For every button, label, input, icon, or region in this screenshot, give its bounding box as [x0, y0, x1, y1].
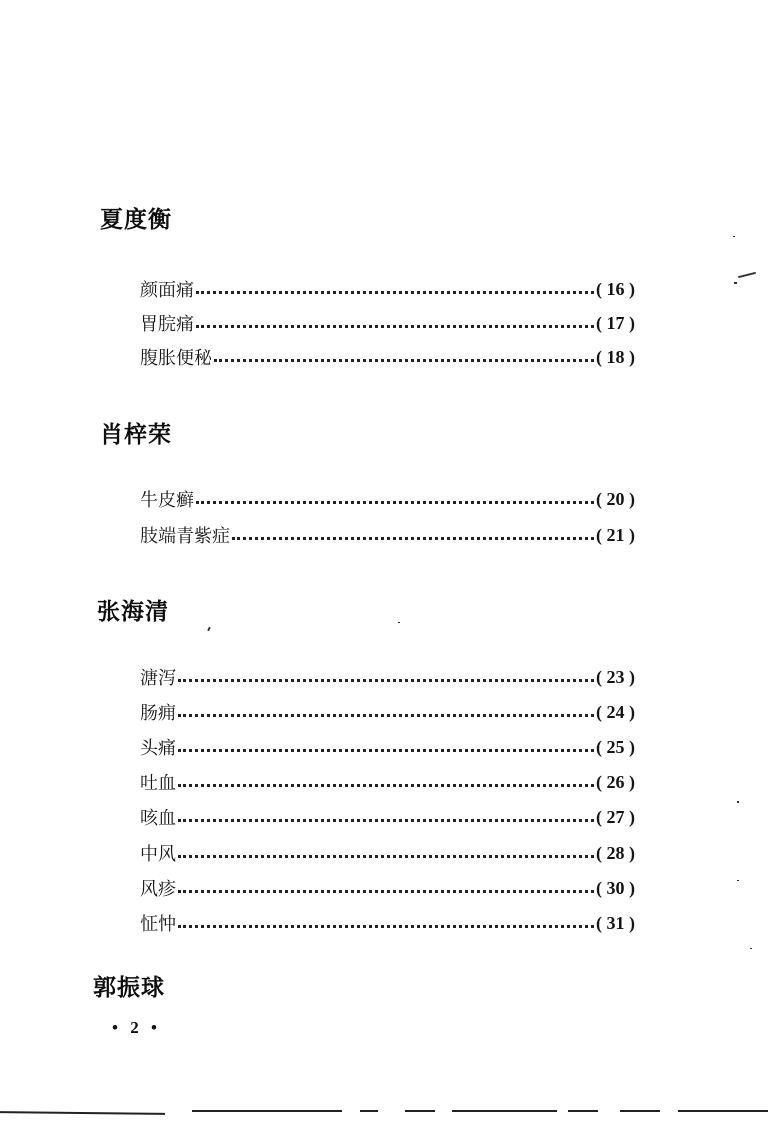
scan-edge-line: [452, 1110, 557, 1112]
toc-entry: [140, 662, 635, 692]
scan-edge-line: [620, 1110, 660, 1112]
entry-page-ref: ( 16 ): [596, 278, 635, 299]
scan-speck: [398, 622, 400, 623]
dot-leader: [178, 679, 594, 682]
entry-title: 牛皮癣: [140, 490, 194, 511]
scan-speck: [207, 627, 211, 631]
scan-speck: [737, 880, 739, 881]
entry-title: 肠痈: [140, 703, 176, 724]
scan-speck: [737, 801, 739, 803]
entry-title: 胃脘痛: [140, 314, 194, 335]
scan-speck: [738, 272, 756, 278]
scan-edge-line: [360, 1110, 378, 1112]
entry-title: 咳血: [140, 808, 176, 829]
entry-title: 头痛: [140, 738, 176, 759]
entry-title: 溏泻: [140, 668, 176, 689]
toc-entry: [140, 838, 635, 868]
entry-page-ref: ( 30 ): [596, 877, 635, 898]
toc-entry: [140, 802, 635, 832]
dot-leader: [178, 890, 594, 893]
section-heading: 肖梓荣: [100, 422, 172, 448]
toc-entry: [140, 520, 635, 550]
entry-page-ref: ( 24 ): [596, 701, 635, 722]
dot-leader: [178, 855, 594, 858]
page-number: • 2 •: [112, 1018, 161, 1037]
dot-leader: [178, 714, 594, 717]
entry-title: 风疹: [140, 879, 176, 900]
entry-page-ref: ( 26 ): [596, 771, 635, 792]
entry-title: 腹胀便秘: [140, 348, 212, 369]
toc-entry: [140, 308, 635, 338]
entry-page-ref: ( 18 ): [596, 346, 635, 367]
entry-title: 怔忡: [140, 914, 176, 935]
scan-edge-line: [0, 1111, 165, 1115]
scan-speck: [733, 236, 735, 237]
toc-entry: [140, 697, 635, 727]
scan-edge-line: [192, 1110, 342, 1112]
scan-edge-line: [405, 1110, 435, 1112]
dot-leader: [178, 749, 594, 752]
entry-page-ref: ( 31 ): [596, 912, 635, 933]
entry-title: 肢端青紫症: [140, 526, 230, 547]
dot-leader: [196, 291, 594, 294]
entry-page-ref: ( 23 ): [596, 666, 635, 687]
scan-edge-line: [678, 1110, 768, 1112]
toc-entry: [140, 873, 635, 903]
scan-speck: [734, 282, 737, 284]
scan-speck: [750, 948, 752, 949]
entry-page-ref: ( 28 ): [596, 842, 635, 863]
section-heading: 夏度衡: [100, 207, 172, 233]
dot-leader: [178, 819, 594, 822]
entry-title: 颜面痛: [140, 280, 194, 301]
toc-entry: [140, 484, 635, 514]
section-heading: 郭振球: [93, 975, 165, 1001]
dot-leader: [178, 925, 594, 928]
dot-leader: [178, 784, 594, 787]
entry-page-ref: ( 20 ): [596, 488, 635, 509]
dot-leader: [232, 537, 594, 540]
entry-page-ref: ( 25 ): [596, 736, 635, 757]
toc-entry: [140, 908, 635, 938]
entry-page-ref: ( 21 ): [596, 524, 635, 545]
toc-entry: [140, 274, 635, 304]
entry-page-ref: ( 27 ): [596, 806, 635, 827]
toc-entry: [140, 767, 635, 797]
toc-entry: [140, 342, 635, 372]
entry-title: 吐血: [140, 773, 176, 794]
section-heading: 张海清: [97, 599, 169, 625]
dot-leader: [196, 501, 594, 504]
toc-entry: [140, 732, 635, 762]
entry-page-ref: ( 17 ): [596, 312, 635, 333]
scan-edge-line: [568, 1110, 598, 1112]
dot-leader: [214, 359, 594, 362]
entry-title: 中风: [140, 844, 176, 865]
dot-leader: [196, 325, 594, 328]
